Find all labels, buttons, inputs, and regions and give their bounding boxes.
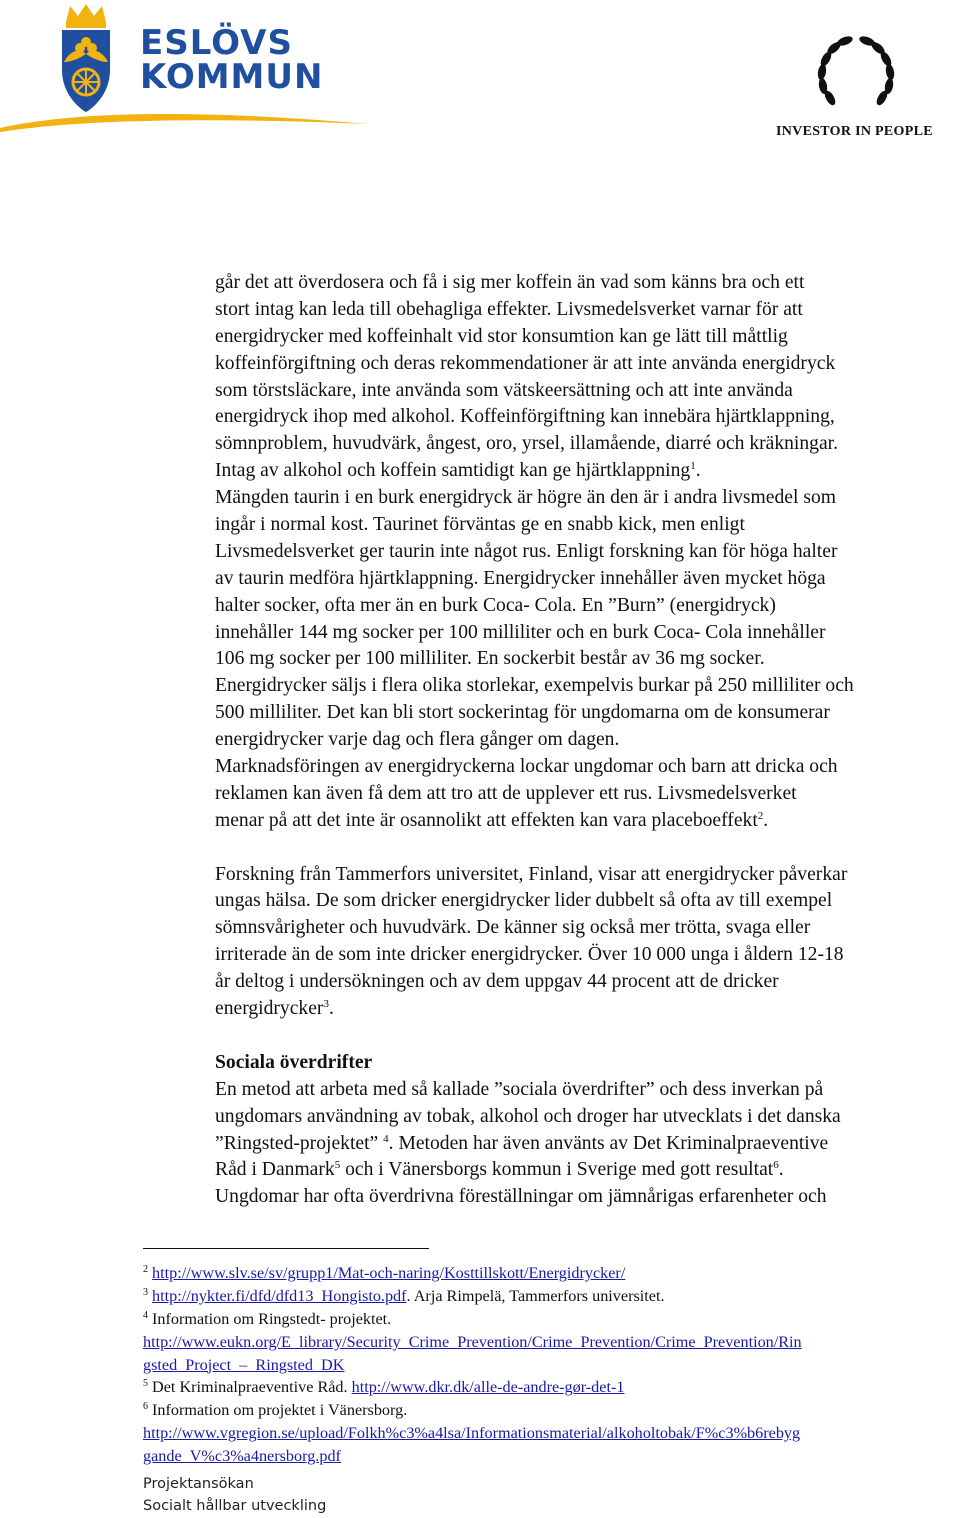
footnote-link[interactable]: gande_V%c3%a4nersborg.pdf — [143, 1447, 341, 1466]
footnote-link[interactable]: http://www.dkr.dk/alle-de-andre-gør-det-1 — [351, 1378, 625, 1397]
footnote-text: Det Kriminalpraeventive Råd. — [148, 1378, 352, 1397]
footnote-link[interactable]: http://nykter.fi/dfd/dfd13_Hongisto.pdf — [152, 1286, 407, 1305]
footer-line: Projektansökan — [143, 1476, 254, 1492]
text-run: energidrycker — [215, 998, 324, 1020]
text-run: Intag av alkohol och koffein samtidigt kan ge hjärtklappning — [215, 460, 691, 482]
text-line: ungas hälsa. De som dricker energidrycker lider dubbelt så ofta av till exempel — [215, 890, 833, 912]
footnote-text: Information om projektet i Vänersborg. — [148, 1401, 408, 1420]
logo-wordmark — [140, 23, 324, 97]
text-line — [215, 1131, 960, 1158]
paragraph — [215, 485, 960, 835]
footnotes — [143, 1262, 960, 1468]
text-run: ”Ringsted-projektet” — [215, 1132, 384, 1154]
text-line: En metod att arbeta med så kallade ”sociala överdrifter” och dess inverkan på — [215, 1078, 824, 1100]
text-line: som törstsläckare, inte använda som vätskeersättning och att inte använda — [215, 379, 793, 401]
text-line: går det att överdosera och få i sig mer koffein än vad som känns bra och ett — [215, 272, 805, 293]
text-line: år deltog i undersökningen och av dem uppgav 44 procent att de dricker — [215, 971, 779, 993]
text-line: irriterade än de som inte dricker energidrycker. Över 10 000 unga i åldern 12-18 — [215, 944, 844, 966]
footer-line: Socialt hållbar utveckling — [143, 1498, 327, 1514]
text-line: Mängden taurin i en burk energidryck är högre än den är i andra livsmedel som — [215, 487, 836, 509]
text-line: 500 milliliter. Det kan bli stort sockerintag för ungdomarna om de konsumerar — [215, 702, 830, 724]
footnote-continuation — [143, 1331, 960, 1354]
laurel-wreath-icon — [817, 35, 896, 107]
text-line: stort intag kan leda till obehagliga effekter. Livsmedelsverket varnar för att — [215, 298, 803, 320]
text-line: energidryck ihop med alkohol. Koffeinförgiftning kan innebära hjärtklappning, — [215, 406, 835, 428]
footnote-text: Information om Ringstedt- projektet. — [152, 1309, 392, 1328]
text-line: 106 mg socker per 100 milliliter. En sockerbit består av 36 mg socker. — [215, 648, 765, 670]
text-run: . — [328, 998, 334, 1020]
footnote-ref: 1 — [690, 460, 696, 473]
footnote — [143, 1399, 960, 1422]
section-heading: Sociala överdrifter — [215, 1051, 373, 1073]
footnote-ref: 6 — [773, 1159, 779, 1172]
footnote-number: 5 — [143, 1378, 148, 1390]
text-run: och i Vänersborgs kommun i Sverige med gott resultat — [340, 1159, 774, 1181]
footnote-separator — [143, 1248, 429, 1249]
text-line: Energidrycker säljs i flera olika storlekar, exempelvis burkar på 250 milliliter och — [215, 675, 854, 697]
text-line: innehåller 144 mg socker per 100 milliliter och en burk Coca- Cola innehåller — [215, 621, 826, 643]
text-line: Ungdomar har ofta överdrivna föreställningar om jämnårigas erfarenheter och — [215, 1186, 827, 1208]
text-line: halter socker, ofta mer än en burk Coca- Cola. En ”Burn” (energidryck) — [215, 594, 776, 616]
footnote-ref: 4 — [383, 1132, 389, 1145]
footnote-text: . Arja Rimpelä, Tammerfors universitet. — [406, 1286, 665, 1305]
text-line: energidrycker med koffeinhalt vid stor konsumtion kan ge lätt till måttlig — [215, 325, 788, 347]
footnote-number: 3 — [143, 1286, 148, 1298]
text-line: sömnproblem, huvudvärk, ångest, oro, yrsel, illamående, diarré och kräkningar. — [215, 433, 839, 455]
paragraph-gap — [215, 835, 960, 862]
text-line — [215, 458, 960, 485]
footnote — [143, 1262, 960, 1285]
text-line: Forskning från Tammerfors universitet, Finland, visar att energidrycker påverkar — [215, 863, 848, 885]
text-line: Livsmedelsverket ger taurin inte något rus. Enligt forskning kan för höga halter — [215, 540, 838, 562]
wordmark-line: KOMMUN — [140, 57, 324, 97]
text-run: . — [695, 460, 701, 482]
footnote-number: 2 — [143, 1264, 148, 1275]
text-line: av taurin medföra hjärtklappning. Energidrycker innehåller även mycket höga — [215, 567, 826, 589]
footnote — [143, 1285, 960, 1308]
footnote-continuation — [143, 1354, 960, 1377]
footnote-number: 6 — [143, 1401, 148, 1413]
footnote-continuation — [143, 1422, 960, 1445]
text-run: menar på att det inte är osannolikt att effekten kan vara placeboeffekt — [215, 809, 758, 831]
footnote-ref: 3 — [323, 998, 329, 1011]
text-line — [215, 996, 960, 1023]
crown-icon — [66, 4, 106, 22]
text-run: . — [763, 809, 769, 831]
document-body — [215, 270, 960, 1211]
text-line: Marknadsföringen av energidryckerna lockar ungdomar och barn att dricka och — [215, 756, 838, 778]
wordmark-line: ESLÖVS — [140, 23, 293, 63]
paragraph — [215, 270, 960, 485]
footnote — [143, 1376, 960, 1399]
paragraph — [215, 1077, 960, 1211]
text-run: . — [778, 1159, 784, 1181]
text-line: reklamen kan även få dem att tro att de upplever ett rus. Livsmedelsverket — [215, 782, 797, 804]
text-line: koffeinförgiftning och deras rekommendationer är att inte använda energidryck — [215, 352, 836, 374]
text-line: ingår i normal kost. Taurinet förväntas ge en snabb kick, men enligt — [215, 514, 745, 536]
footnote-number: 4 — [143, 1309, 148, 1321]
text-line: sömnsvårigheter och huvudvärk. De känner sig också mer trötta, svaga eller — [215, 917, 811, 939]
footnote-ref: 5 — [334, 1159, 341, 1172]
logo-swoosh — [0, 114, 368, 132]
certification-label: INVESTOR IN PEOPLE — [776, 124, 933, 139]
text-line — [215, 808, 960, 835]
footnote-link[interactable]: gsted_Project_–_Ringsted_DK — [143, 1355, 345, 1374]
footnote-continuation — [143, 1445, 960, 1468]
footnote-link[interactable]: http://www.vgregion.se/upload/Folkh%c3%a4lsa/Informationsmaterial/alkoholtobak/F%c3%b6rebyg — [143, 1424, 801, 1443]
text-run: Råd i Danmark — [215, 1159, 335, 1181]
paragraph — [215, 862, 960, 1023]
page-footer — [143, 1473, 326, 1517]
text-line — [215, 1157, 960, 1184]
footnote-link[interactable]: http://www.slv.se/sv/grupp1/Mat-och-naring/Kosttillskott/Energidrycker/ — [152, 1264, 626, 1282]
text-run: . Metoden har även använts av Det Kriminalpraeventive — [388, 1132, 829, 1154]
footnote — [143, 1308, 960, 1331]
footnote-ref: 2 — [757, 809, 764, 822]
text-line: energidrycker varje dag och flera gånger om dagen. — [215, 729, 620, 751]
paragraph-gap — [215, 1023, 960, 1050]
footnote-link[interactable]: http://www.eukn.org/E_library/Security_Crime_Prevention/Crime_Prevention/Crime_Prevention/Rin — [143, 1332, 802, 1351]
text-line: ungdomars användning av tobak, alkohol och droger har utvecklats i det danska — [215, 1105, 841, 1127]
